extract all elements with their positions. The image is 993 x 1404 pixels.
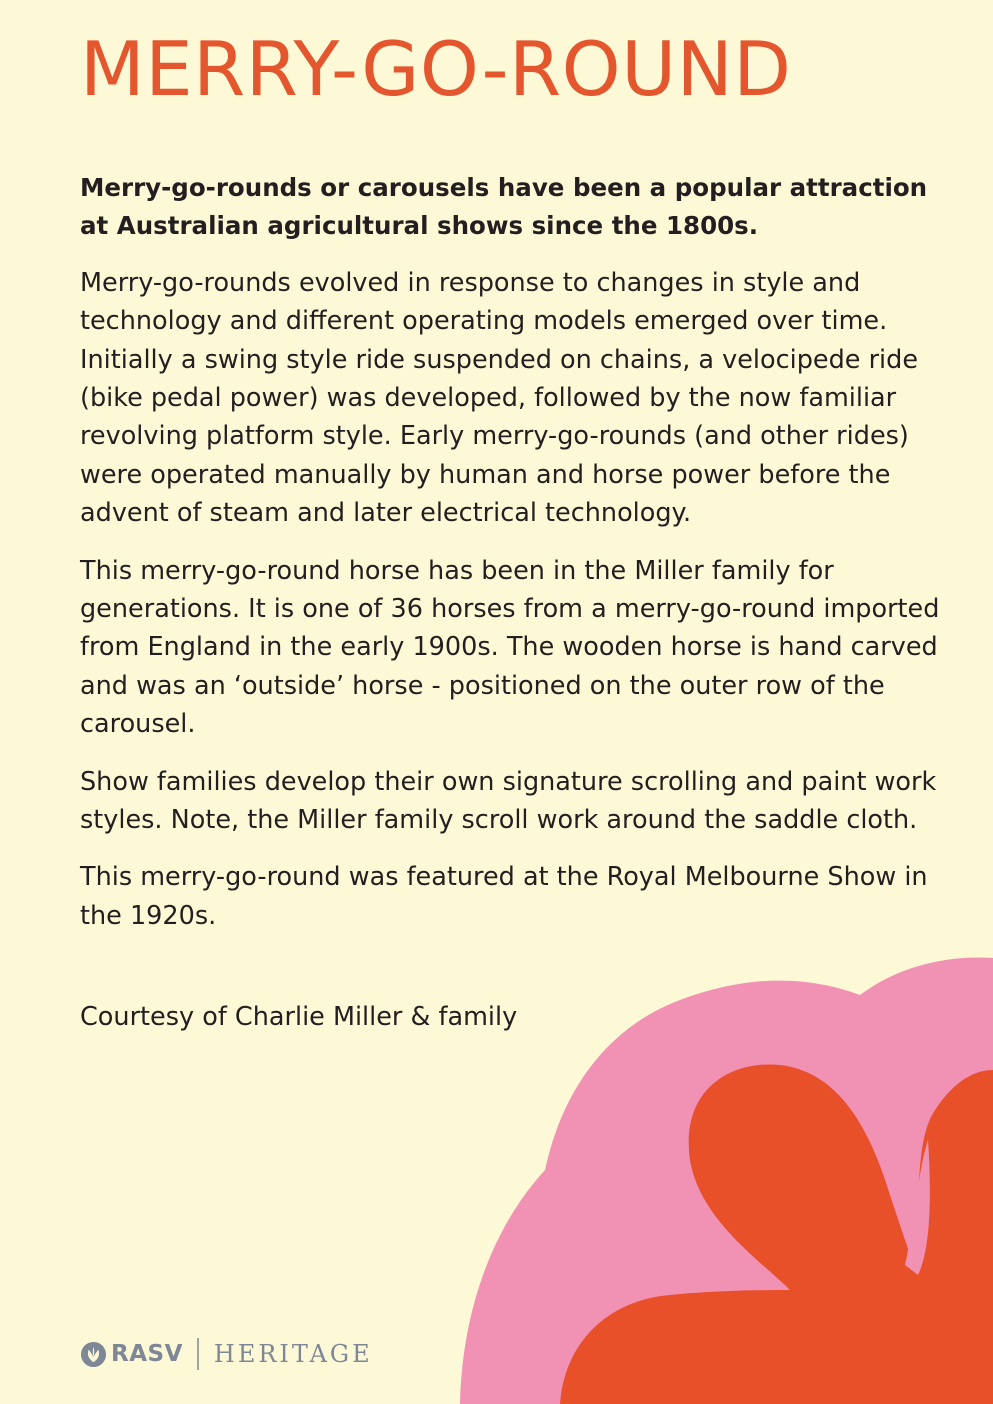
- lead-paragraph: Merry-go-rounds or carousels have been a popular attraction at Australian agricultural shows since the 1800s.: [80, 172, 928, 240]
- section-name: HERITAGE: [213, 1340, 373, 1368]
- content: [80, 25, 940, 1036]
- body-paragraph-2: This merry-go-round horse has been in the Miller family for generations. It is one of 36 horses from a merry-go-round imported from England in the early 1900s. The wooden horse is hand carved and was an ‘outside’ horse - positioned on the outer row of the carousel.: [80, 555, 940, 740]
- brand-name: RASV: [111, 1341, 183, 1367]
- body-paragraph-1: Merry-go-rounds evolved in response to changes in style and technology and different operating models emerged over time. Initially a swing style ride suspended on chains, a velocipede ride (bike pedal power) was developed, followed by the now familiar revolving platform style. Early merry-go-rounds (and other rides) were operated manually by human and horse power before the advent of steam and later electrical technology.: [80, 267, 919, 529]
- footer: [80, 1337, 373, 1371]
- courtesy-line: Courtesy of Charlie Miller & family: [80, 1002, 518, 1033]
- body-paragraph-3: Show families develop their own signature scrolling and paint work styles. Note, the Miller family scroll work around the saddle cloth.: [80, 766, 937, 836]
- rasv-leaf-icon: [80, 1341, 107, 1368]
- footer-divider: [197, 1338, 199, 1370]
- page-title: MERRY-GO-ROUND: [80, 25, 792, 113]
- body-paragraph-4: This merry-go-round was featured at the Royal Melbourne Show in the 1920s.: [80, 862, 928, 931]
